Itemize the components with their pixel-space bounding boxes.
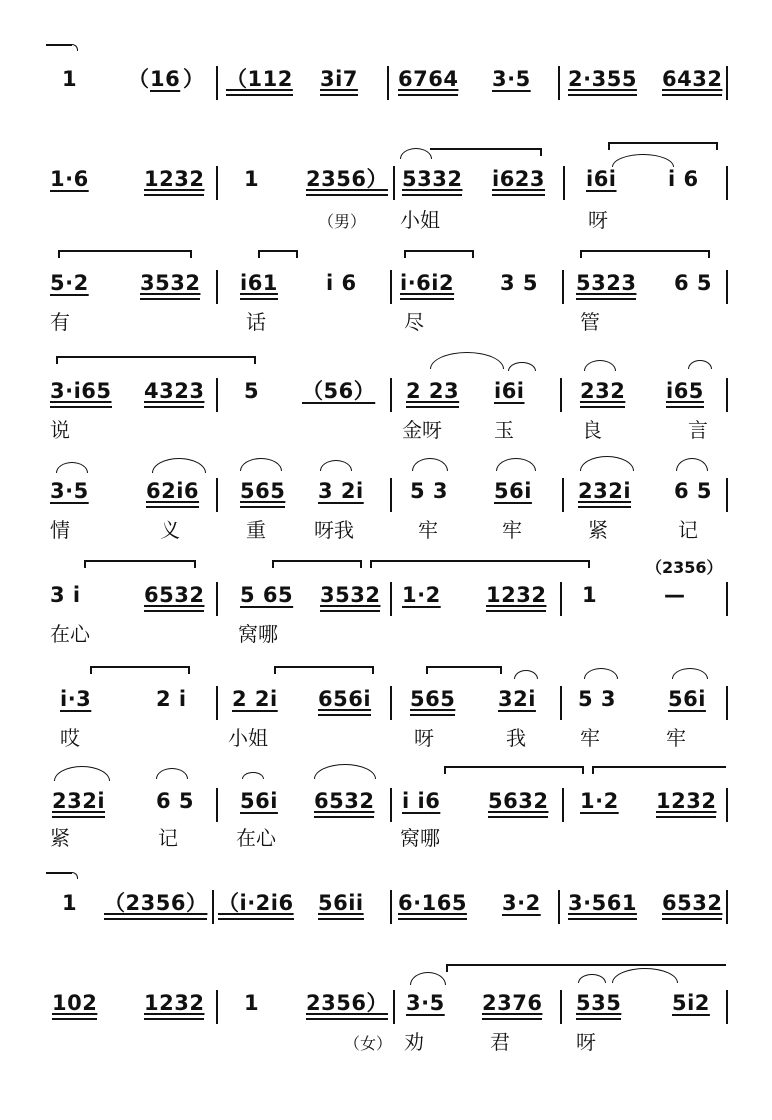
- slur: [612, 968, 678, 983]
- note: 565: [240, 476, 285, 508]
- notes-row: [0, 786, 772, 816]
- slur-end: [272, 560, 274, 568]
- slur: [412, 458, 448, 471]
- barline: [216, 66, 218, 100]
- slur: [514, 670, 538, 679]
- barline: [387, 66, 389, 100]
- lyric: 管: [580, 310, 600, 334]
- note: 1232: [144, 164, 204, 196]
- slur: [56, 462, 88, 473]
- lyrics-row: [0, 824, 772, 852]
- notes-row: [0, 268, 772, 298]
- lyric: 牢: [580, 726, 600, 750]
- note: （2356）: [104, 888, 207, 920]
- note: 1: [62, 67, 78, 91]
- lyric: 哎: [60, 726, 80, 750]
- barline: [393, 166, 395, 200]
- note: 56i: [494, 479, 532, 503]
- note: 6 5: [156, 789, 195, 813]
- slur-end: [582, 766, 584, 774]
- notes-row: [0, 476, 772, 506]
- slur-line: [258, 250, 298, 252]
- slur-line: [580, 250, 710, 252]
- note: 232i: [52, 786, 105, 818]
- barline: [390, 582, 392, 616]
- note: 1·2: [402, 583, 441, 607]
- slur-end: [588, 560, 590, 568]
- slur-end: [472, 250, 474, 258]
- lyric: 窝哪: [238, 622, 278, 646]
- barline: [216, 990, 218, 1024]
- slur-end: [190, 250, 192, 258]
- slur-end: [58, 250, 60, 258]
- note: 1·6: [50, 167, 89, 191]
- note: 6532: [662, 888, 722, 920]
- lyric: 呀: [414, 726, 434, 750]
- lyric: 金呀: [402, 418, 442, 442]
- note: i65: [666, 376, 704, 408]
- slur-end: [274, 666, 276, 674]
- barline: [390, 478, 392, 512]
- lyrics-row: [0, 516, 772, 544]
- lyric: 在心: [236, 826, 276, 850]
- note: 3 i: [50, 583, 81, 607]
- lyrics-row: [0, 620, 772, 648]
- barline: [560, 378, 562, 412]
- interlude-annotation: （2356）: [646, 558, 723, 577]
- note: i 6: [326, 271, 357, 295]
- barline: [560, 990, 562, 1024]
- slur: [508, 362, 536, 371]
- lyric: 牢: [418, 518, 438, 542]
- note: （: [128, 67, 150, 91]
- note: 565: [410, 684, 455, 716]
- barline: [562, 270, 564, 304]
- lyric: 重: [246, 518, 266, 542]
- lyric: 小姐: [400, 208, 440, 232]
- note: 1·2: [580, 789, 619, 813]
- note: 3·561: [568, 888, 637, 920]
- note: i i6: [402, 789, 441, 813]
- lyric: 在心: [50, 622, 90, 646]
- barline: [726, 66, 728, 100]
- slur: [320, 460, 352, 471]
- slur-end: [540, 148, 542, 156]
- note: 3 2i: [318, 479, 364, 503]
- lyric: 玉: [494, 418, 514, 442]
- lyric: 义: [160, 518, 180, 542]
- slur: [156, 768, 188, 779]
- note: 5632: [488, 786, 548, 818]
- note: 3·i65: [50, 376, 112, 408]
- slur-end: [360, 560, 362, 568]
- note: 535: [576, 988, 621, 1020]
- slur: [152, 458, 206, 473]
- notes-row: [0, 376, 772, 406]
- lyric: 呀我: [314, 518, 354, 542]
- lyric: 有: [50, 310, 70, 334]
- singer-label: （女）: [344, 1034, 393, 1053]
- notes-row: [0, 888, 772, 918]
- note: （112: [226, 64, 293, 96]
- slur-line: [608, 142, 718, 144]
- barline: [558, 66, 560, 100]
- slur-end: [404, 250, 406, 258]
- lyric: 我: [506, 726, 526, 750]
- barline: [216, 270, 218, 304]
- barline: [212, 890, 214, 924]
- note: 56i: [240, 789, 278, 813]
- slur-line: [430, 148, 540, 150]
- note: 5: [244, 379, 260, 403]
- note: 102: [52, 988, 97, 1020]
- barline: [216, 788, 218, 822]
- lyric: 尽: [404, 310, 424, 334]
- slur: [242, 772, 264, 779]
- slur-end: [372, 666, 374, 674]
- lyric: 记: [678, 518, 698, 542]
- note: 6 5: [674, 271, 713, 295]
- slur-end: [608, 142, 610, 150]
- notes-row: [0, 684, 772, 714]
- slur-line: [426, 666, 502, 668]
- lyric: 良: [582, 418, 602, 442]
- note: i623: [492, 164, 545, 196]
- slur-end: [716, 142, 718, 150]
- slur-end: [194, 560, 196, 568]
- lyric: 君: [490, 1030, 510, 1054]
- barline: [726, 582, 728, 616]
- barline: [562, 478, 564, 512]
- slur-end: [296, 250, 298, 258]
- slur: [580, 456, 634, 471]
- continuation-slur: [46, 872, 72, 874]
- barline: [216, 686, 218, 720]
- slur-line: [446, 964, 726, 966]
- note: 2376: [482, 988, 542, 1020]
- slur: [584, 360, 616, 371]
- barline: [726, 166, 728, 200]
- barline: [390, 788, 392, 822]
- note: 1232: [486, 580, 546, 612]
- lyric: 窝哪: [400, 826, 440, 850]
- note: 2·355: [568, 64, 637, 96]
- barline: [560, 686, 562, 720]
- note: 6532: [144, 580, 204, 612]
- note: （56）: [302, 379, 376, 403]
- notes-row: [0, 164, 772, 194]
- note: 232i: [578, 476, 631, 508]
- note: 1: [244, 991, 260, 1015]
- notes-row: [0, 64, 772, 94]
- note: 3532: [320, 580, 380, 612]
- note: 656i: [318, 684, 371, 716]
- lyric: 记: [158, 826, 178, 850]
- note: i 6: [668, 167, 699, 191]
- slur-end: [56, 356, 58, 364]
- barline: [726, 378, 728, 412]
- slur-end: [258, 250, 260, 258]
- slur-line: [404, 250, 474, 252]
- slur-end: [500, 666, 502, 674]
- slur-end: [426, 666, 428, 674]
- barline: [393, 990, 395, 1024]
- lyrics-row: [0, 1028, 772, 1056]
- barline: [216, 378, 218, 412]
- note: —: [664, 583, 686, 607]
- lyrics-row: [0, 206, 772, 234]
- lyric: 说: [50, 418, 70, 442]
- slur-end: [580, 250, 582, 258]
- slur-line: [370, 560, 590, 562]
- note: 3·5: [406, 991, 445, 1015]
- singer-label: （男）: [318, 212, 367, 231]
- slur-line: [272, 560, 362, 562]
- slur: [584, 668, 618, 679]
- note: 16: [150, 67, 181, 91]
- slur: [688, 360, 712, 369]
- note: 2356）: [306, 164, 388, 196]
- barline: [563, 166, 565, 200]
- barline: [726, 270, 728, 304]
- lyric: 劝: [404, 1030, 424, 1054]
- slur: [430, 352, 504, 369]
- slur: [578, 974, 606, 983]
- note: 2356）: [306, 988, 388, 1020]
- lyric: 呀: [576, 1030, 596, 1054]
- slur-line: [444, 766, 584, 768]
- slur-end: [90, 666, 92, 674]
- note: i·3: [60, 687, 92, 711]
- slur-end: [188, 666, 190, 674]
- note: 2 2i: [232, 687, 278, 711]
- notes-row: [0, 580, 772, 610]
- note: 1232: [656, 786, 716, 818]
- note: 1: [244, 167, 260, 191]
- barline: [390, 686, 392, 720]
- slur: [410, 972, 446, 985]
- note: 2 23: [406, 376, 459, 408]
- note: （i·2i6: [218, 888, 294, 920]
- slur-end: [254, 356, 256, 364]
- note: 232: [580, 376, 625, 408]
- note: 2 i: [156, 687, 187, 711]
- note: ）: [183, 67, 205, 91]
- barline: [216, 166, 218, 200]
- note: 1232: [144, 988, 204, 1020]
- slur-end: [446, 964, 448, 972]
- barline: [390, 890, 392, 924]
- note: i6i: [494, 379, 525, 403]
- note: 5 3: [410, 479, 449, 503]
- lyric: 呀: [588, 208, 608, 232]
- slur: [240, 458, 282, 471]
- barline: [562, 788, 564, 822]
- note: 3·2: [502, 891, 541, 915]
- note: 5i2: [672, 991, 710, 1015]
- note: 3 5: [500, 271, 539, 295]
- slur-end: [370, 560, 372, 568]
- slur-line: [274, 666, 374, 668]
- note: 5323: [576, 268, 636, 300]
- lyrics-row: [0, 416, 772, 444]
- lyric: 牢: [502, 518, 522, 542]
- slur: [496, 458, 536, 471]
- note: 1: [582, 583, 598, 607]
- note: i6i: [586, 167, 617, 191]
- note: 5 65: [240, 583, 294, 607]
- lyric: 小姐: [228, 726, 268, 750]
- barline: [216, 478, 218, 512]
- notes-row: [0, 988, 772, 1018]
- note: 3i7: [320, 64, 358, 96]
- lyrics-row: [0, 724, 772, 752]
- note: 32i: [498, 687, 536, 711]
- note: 6532: [314, 786, 374, 818]
- lyrics-row: [0, 308, 772, 336]
- slur: [400, 148, 432, 159]
- note: 6764: [398, 64, 458, 96]
- note: 62i6: [146, 476, 199, 508]
- barline: [216, 582, 218, 616]
- slur-line: [58, 250, 192, 252]
- note: 6·165: [398, 888, 467, 920]
- slur: [314, 764, 376, 779]
- note: 3·5: [50, 479, 89, 503]
- slur: [54, 766, 110, 781]
- lyric: 情: [50, 518, 70, 542]
- barline: [390, 378, 392, 412]
- barline: [726, 990, 728, 1024]
- lyric: 牢: [666, 726, 686, 750]
- slur-line: [56, 356, 256, 358]
- slur-end: [84, 560, 86, 568]
- note: 5·2: [50, 271, 89, 295]
- note: 5332: [402, 164, 462, 196]
- note: 3·5: [492, 67, 531, 91]
- slur-end: [444, 766, 446, 774]
- note: 6432: [662, 64, 722, 96]
- note: i61: [240, 268, 278, 300]
- note: 56ii: [318, 888, 364, 920]
- note: 1: [62, 891, 78, 915]
- barline: [726, 478, 728, 512]
- barline: [726, 686, 728, 720]
- slur-line: [84, 560, 196, 562]
- note: 4323: [144, 376, 204, 408]
- barline: [560, 582, 562, 616]
- note: 3532: [140, 268, 200, 300]
- slur-end: [592, 766, 594, 774]
- barline: [390, 270, 392, 304]
- note: 56i: [668, 687, 706, 711]
- note: i·6i2: [400, 268, 454, 300]
- lyric: 紧: [588, 518, 608, 542]
- barline: [726, 890, 728, 924]
- barline: [558, 890, 560, 924]
- slur-line: [90, 666, 190, 668]
- continuation-slur: [46, 44, 72, 46]
- barline: [726, 788, 728, 822]
- slur-end: [708, 250, 710, 258]
- lyric: 言: [688, 418, 708, 442]
- lyric: 紧: [50, 826, 70, 850]
- note: 5 3: [578, 687, 617, 711]
- slur-line: [592, 766, 726, 768]
- note: 6 5: [674, 479, 713, 503]
- slur: [676, 458, 708, 471]
- slur: [672, 668, 708, 679]
- lyric: 话: [246, 310, 266, 334]
